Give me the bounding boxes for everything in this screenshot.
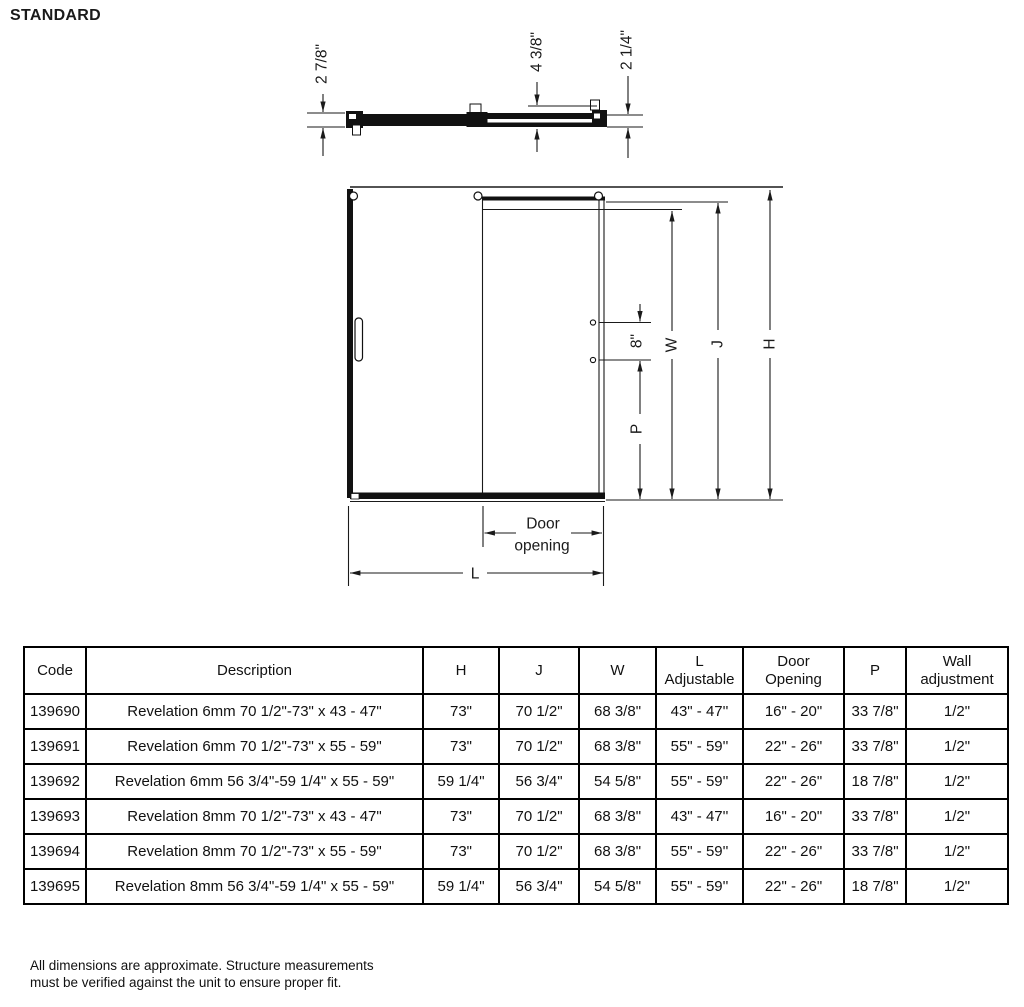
cell-p: 18 7/8" <box>844 764 906 799</box>
cell-wall-adjustment: 1/2" <box>906 764 1008 799</box>
cell-w: 68 3/8" <box>579 834 656 869</box>
cell-description: Revelation 8mm 70 1/2"-73" x 43 - 47" <box>86 799 423 834</box>
column-header-j: J <box>499 647 579 694</box>
top-view-profile <box>346 100 607 135</box>
cell-l-adjustable: 55" - 59'' <box>656 834 743 869</box>
cell-description: Revelation 8mm 70 1/2"-73" x 55 - 59" <box>86 834 423 869</box>
cell-w: 68 3/8" <box>579 799 656 834</box>
cell-l-adjustable: 55" - 59'' <box>656 869 743 904</box>
cell-h: 73" <box>423 799 499 834</box>
cell-wall-adjustment: 1/2" <box>906 799 1008 834</box>
cell-description: Revelation 6mm 70 1/2"-73" x 55 - 59" <box>86 729 423 764</box>
cell-h: 73" <box>423 729 499 764</box>
column-header-door-opening: Door Opening <box>743 647 844 694</box>
cell-code: 139694 <box>24 834 86 869</box>
column-header-description: Description <box>86 647 423 694</box>
cell-h: 73" <box>423 834 499 869</box>
table-row <box>24 834 1008 869</box>
cell-description: Revelation 8mm 56 3/4"-59 1/4" x 55 - 59" <box>86 869 423 904</box>
cell-code: 139690 <box>24 694 86 729</box>
column-header-wall-adjustment: Wall adjustment <box>906 647 1008 694</box>
cell-h: 73" <box>423 694 499 729</box>
cell-wall-adjustment: 1/2" <box>906 834 1008 869</box>
cell-p: 33 7/8" <box>844 834 906 869</box>
dim-label-2-1-4: 2 1/4" <box>618 30 636 70</box>
spec-table <box>23 646 1009 905</box>
cell-p: 18 7/8" <box>844 869 906 904</box>
table-row <box>24 799 1008 834</box>
cell-door-opening: 22" - 26" <box>743 729 844 764</box>
dim-label-2-7-8: 2 7/8" <box>313 44 331 84</box>
column-header-p: P <box>844 647 906 694</box>
cell-description: Revelation 6mm 56 3/4"-59 1/4" x 55 - 59" <box>86 764 423 799</box>
cell-description: Revelation 6mm 70 1/2"-73" x 43 - 47" <box>86 694 423 729</box>
cell-p: 33 7/8" <box>844 729 906 764</box>
cell-w: 54 5/8" <box>579 764 656 799</box>
column-header-code: Code <box>24 647 86 694</box>
table-row <box>24 764 1008 799</box>
cell-h: 59 1/4" <box>423 764 499 799</box>
cell-l-adjustable: 43" - 47'' <box>656 799 743 834</box>
footer-line-2: must be verified against the unit to ensure proper fit. <box>30 975 342 990</box>
door-handle <box>355 318 363 361</box>
cell-w: 68 3/8" <box>579 729 656 764</box>
cell-door-opening: 16" - 20" <box>743 799 844 834</box>
cell-door-opening: 22" - 26" <box>743 869 844 904</box>
cell-code: 139691 <box>24 729 86 764</box>
table-row <box>24 869 1008 904</box>
cell-door-opening: 22" - 26" <box>743 834 844 869</box>
dim-label-h: H <box>761 338 779 350</box>
cell-j: 56 3/4" <box>499 764 579 799</box>
dim-label-w: W <box>663 337 681 353</box>
dim-label-4-3-8: 4 3/8" <box>528 32 546 72</box>
cell-w: 54 5/8" <box>579 869 656 904</box>
page-title: STANDARD <box>10 7 101 24</box>
cell-p: 33 7/8" <box>844 799 906 834</box>
table-row <box>24 729 1008 764</box>
cell-j: 70 1/2" <box>499 834 579 869</box>
table-row <box>24 694 1008 729</box>
cell-code: 139692 <box>24 764 86 799</box>
dim-label-door-opening-line1: Door <box>526 515 560 533</box>
cell-wall-adjustment: 1/2" <box>906 694 1008 729</box>
header-row <box>24 647 1008 694</box>
column-header-h: H <box>423 647 499 694</box>
cell-p: 33 7/8" <box>844 694 906 729</box>
cell-l-adjustable: 43" - 47'' <box>656 694 743 729</box>
cell-wall-adjustment: 1/2" <box>906 729 1008 764</box>
dim-label-door-opening-line2: opening <box>514 537 570 555</box>
dim-label-l: L <box>470 565 480 583</box>
cell-code: 139695 <box>24 869 86 904</box>
dim-label-j: J <box>709 340 727 348</box>
cell-j: 70 1/2" <box>499 694 579 729</box>
footer-note <box>30 957 374 991</box>
column-header-l-adjustable: L Adjustable <box>656 647 743 694</box>
cell-door-opening: 22" - 26" <box>743 764 844 799</box>
cell-wall-adjustment: 1/2" <box>906 869 1008 904</box>
cell-h: 59 1/4" <box>423 869 499 904</box>
knob-hole-bottom <box>590 357 595 362</box>
column-header-w: W <box>579 647 656 694</box>
knob-hole-top <box>590 320 595 325</box>
dim-label-p: P <box>628 423 646 435</box>
cell-j: 70 1/2" <box>499 799 579 834</box>
footer-line-1: All dimensions are approximate. Structure measurements <box>30 958 374 973</box>
cell-j: 56 3/4" <box>499 869 579 904</box>
cell-w: 68 3/8" <box>579 694 656 729</box>
cell-j: 70 1/2" <box>499 729 579 764</box>
cell-l-adjustable: 55" - 59'' <box>656 729 743 764</box>
cell-door-opening: 16" - 20" <box>743 694 844 729</box>
dim-label-8in: 8" <box>628 333 646 349</box>
cell-code: 139693 <box>24 799 86 834</box>
cell-l-adjustable: 55" - 59'' <box>656 764 743 799</box>
